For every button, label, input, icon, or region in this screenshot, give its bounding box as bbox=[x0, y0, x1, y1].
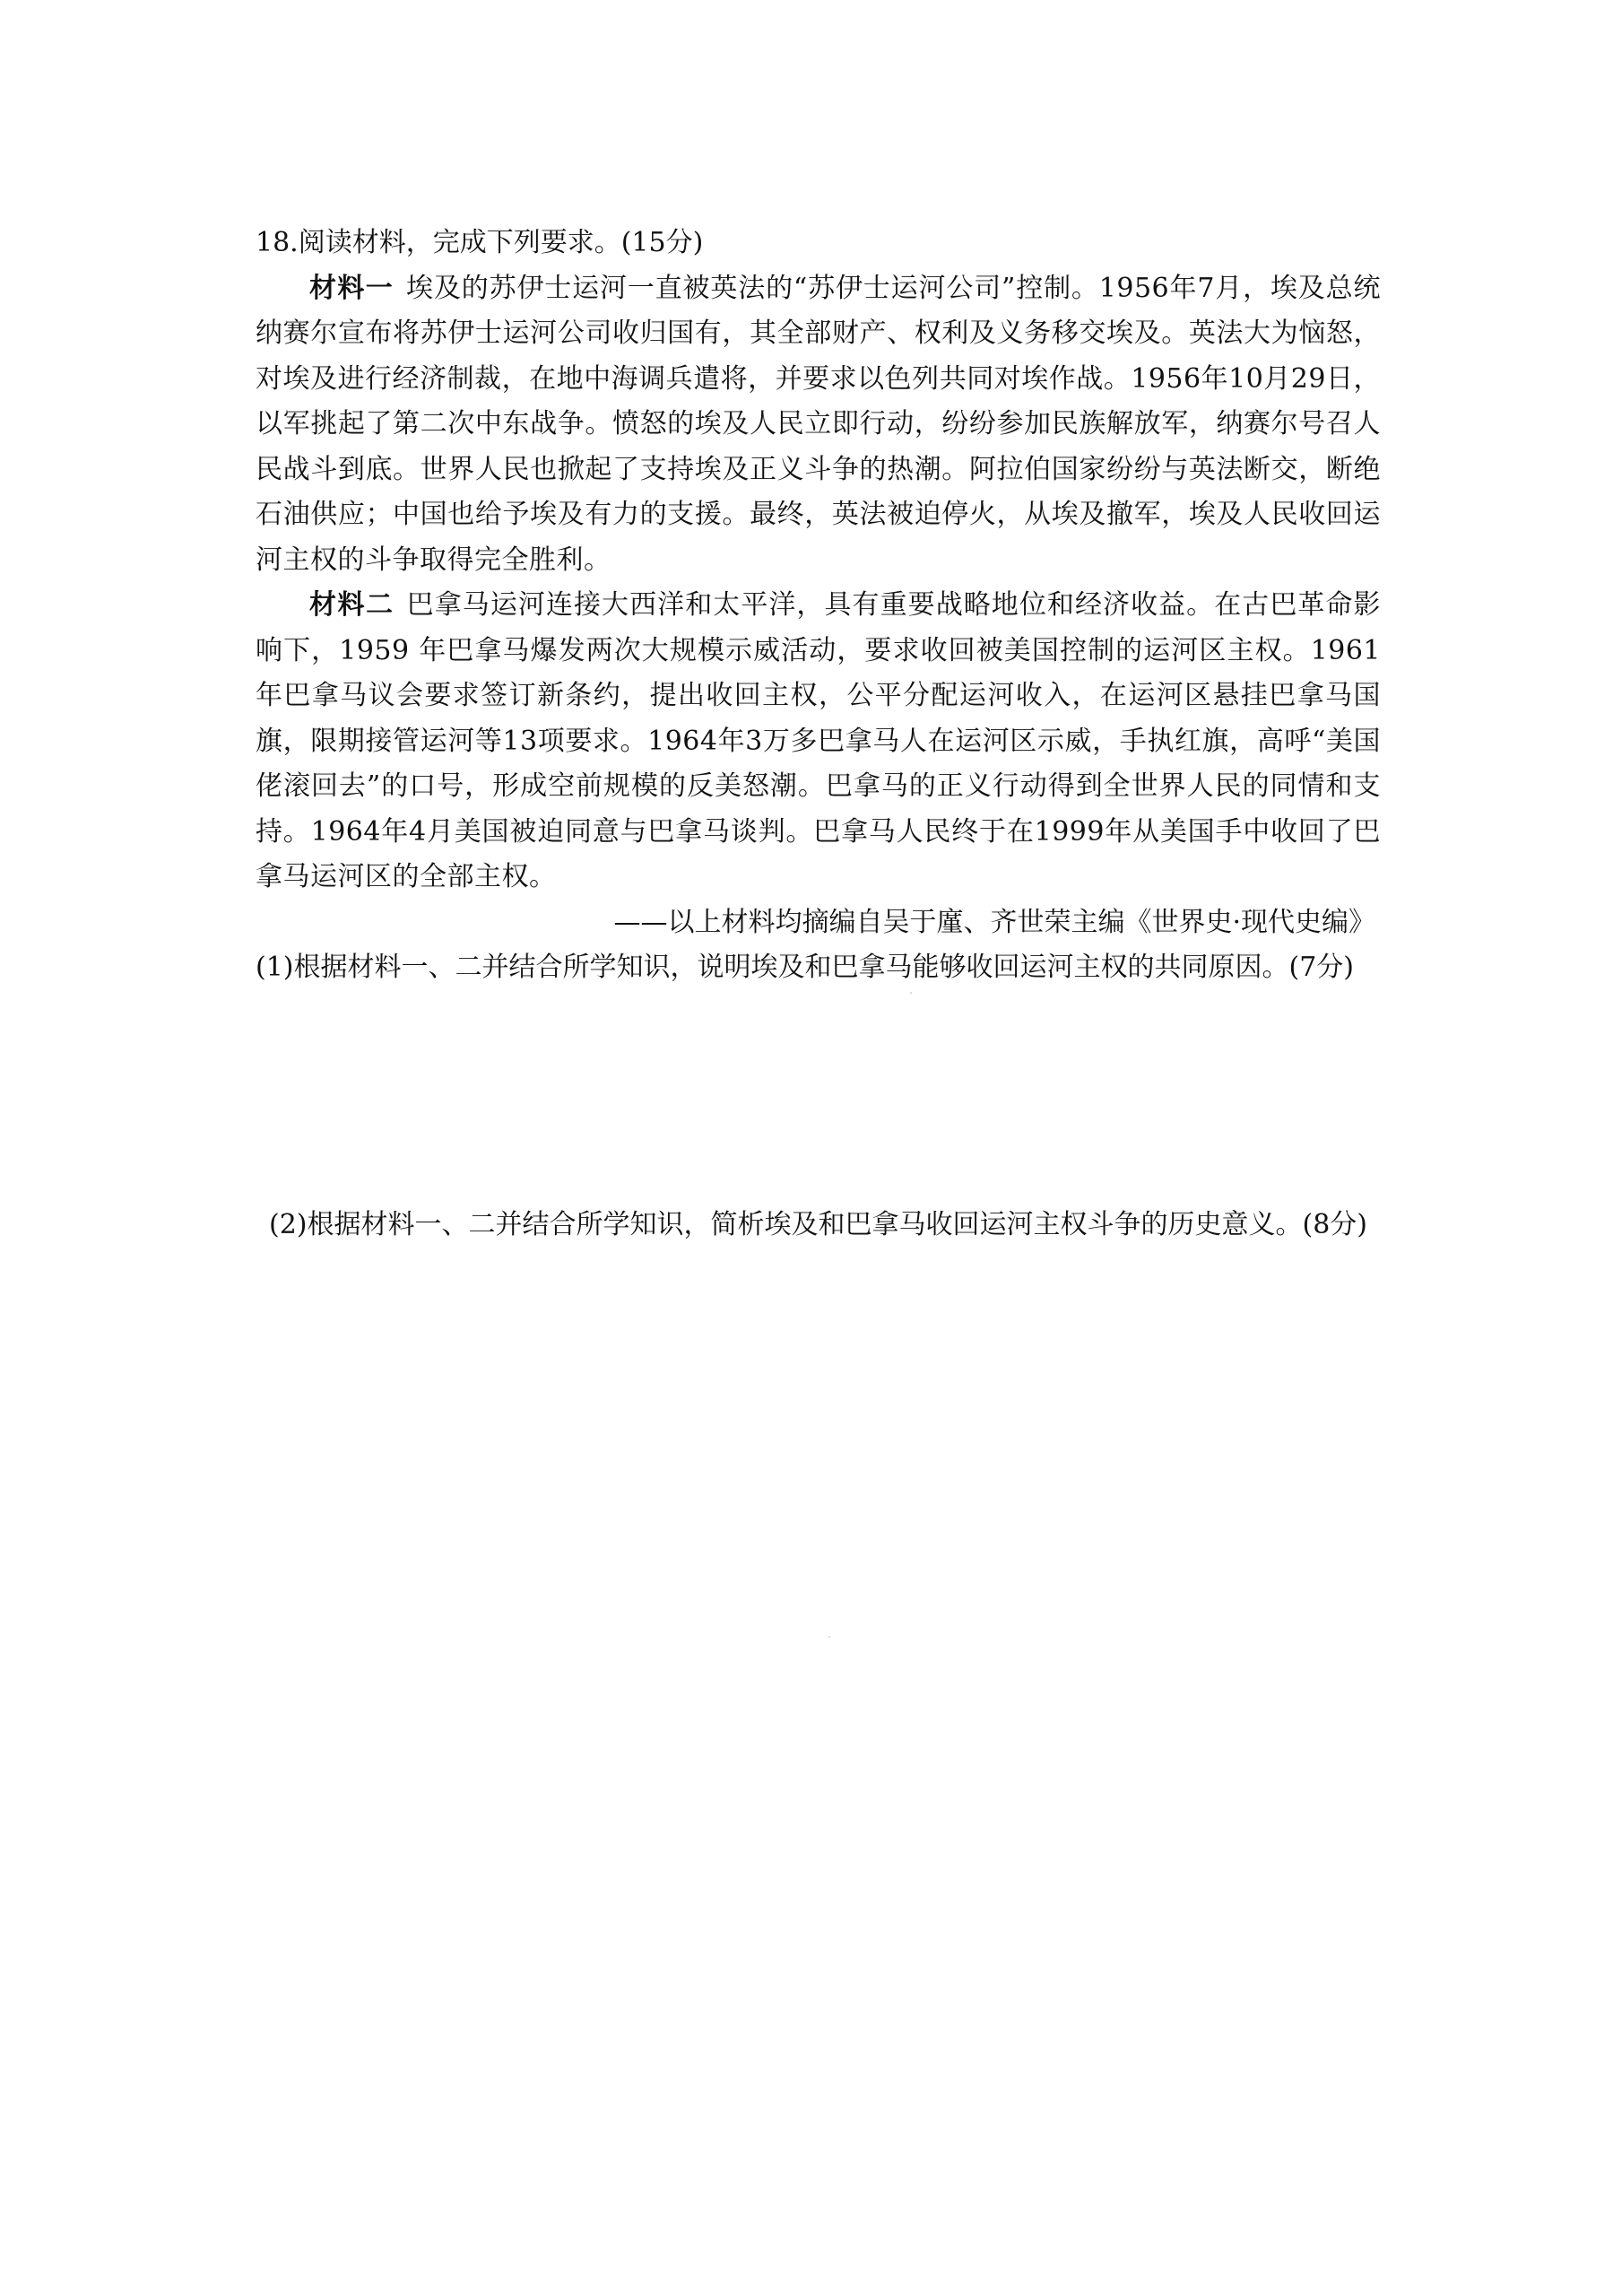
material-two-label: 材料二 bbox=[309, 589, 395, 621]
question-heading: 18.阅读材料，完成下列要求。(15分) bbox=[256, 227, 704, 258]
sub-question-1: (1)根据材料一、二并结合所学知识，说明埃及和巴拿马能够收回运河主权的共同原因。(7分) bbox=[256, 952, 1354, 983]
scan-speck bbox=[828, 1636, 830, 1638]
material-two-text: 巴拿马运河连接大西洋和太平洋，具有重要战略地位和经济收益。在古巴革命影响下，1959 年巴拿马爆发两次大规模示威活动，要求收回被美国控制的运河区主权。1961年巴拿马议会要求签订新条约，提出收回主权，公平分配运河收入，在运河区悬挂巴拿马国旗，限期接管运河等13项要求。1964年3万多巴拿马人在运河区示威，手执红旗，高呼“美国佬滚回去”的口号，形成空前规模的反美怒潮。巴拿马的正义行动得到全世界人民的同情和支持。1964年4月美国被迫同意与巴拿马谈判。巴拿马人民终于在1999年从美国手中收回了巴拿马运河区的全部主权。 bbox=[256, 589, 1382, 892]
question-18 bbox=[256, 221, 1381, 991]
material-source: ——以上材料均摘编自吴于廑、齐世荣主编《世界史·现代史编》 bbox=[613, 906, 1375, 938]
material-one-text: 埃及的苏伊士运河一直被英法的“苏伊士运河公司”控制。1956年7月，埃及总统纳赛尔宣布将苏伊士运河公司收归国有，其全部财产、权利及义务移交埃及。英法大为恼怒，对埃及进行经济制裁，在地中海调兵遣将，并要求以色列共同对埃作战。1956年10月29日，以军挑起了第二次中东战争。愤怒的埃及人民立即行动，纷纷参加民族解放军，纳赛尔号召人民战斗到底。世界人民也掀起了支持埃及正义斗争的热潮。阿拉伯国家纷纷与英法断交，断绝石油供应；中国也给予埃及有力的支援。最终，英法被迫停火，从埃及撤军，埃及人民收回运河主权的斗争取得完全胜利。 bbox=[256, 272, 1381, 576]
scan-speck bbox=[910, 992, 912, 994]
material-one bbox=[256, 266, 1381, 584]
material-one-label: 材料一 bbox=[309, 272, 395, 304]
material-two bbox=[256, 583, 1381, 900]
sub-question-2: (2)根据材料一、二并结合所学知识，简析埃及和巴拿马收回运河主权斗争的历史意义。(8分) bbox=[269, 1209, 1367, 1240]
